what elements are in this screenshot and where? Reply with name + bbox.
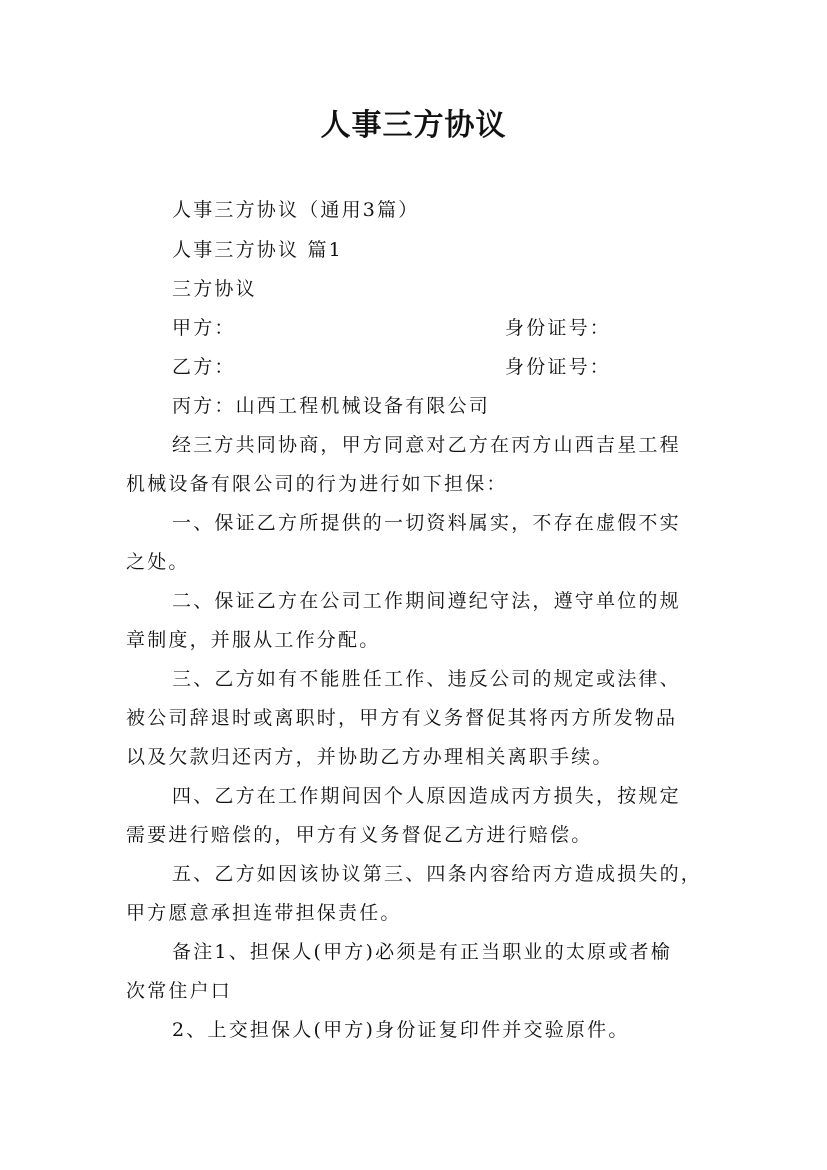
clause-2-line: 章制度，并服从工作分配。 bbox=[126, 629, 381, 651]
clause-5-line: 甲方愿意承担连带担保责任。 bbox=[126, 902, 402, 924]
clause-3-line: 被公司辞退时或离职时，甲方有义务督促其将丙方所发物品 bbox=[126, 707, 678, 729]
party-a-label: 甲方： bbox=[172, 317, 236, 339]
clause-2-line: 二、保证乙方在公司工作期间遵纪守法，遵守单位的规 bbox=[172, 590, 681, 612]
note-line: 备注1、担保人(甲方)必须是有正当职业的太原或者榆 bbox=[172, 941, 672, 963]
clause-3-line: 三、乙方如有不能胜任工作、违反公司的规定或法律、 bbox=[172, 668, 681, 690]
paragraph-line: 经三方共同协商，甲方同意对乙方在丙方山西吉星工程 bbox=[172, 434, 681, 456]
party-b-label: 乙方： bbox=[172, 356, 236, 378]
note-item-2: 2、上交担保人(甲方)身份证复印件并交验原件。 bbox=[172, 1019, 630, 1041]
clause-1-line: 一、保证乙方所提供的一切资料属实，不存在虚假不实 bbox=[172, 512, 681, 534]
clause-4-line: 需要进行赔偿的，甲方有义务督促乙方进行赔偿。 bbox=[126, 824, 593, 846]
clause-5-line: 五、乙方如因该协议第三、四条内容给丙方造成损失的， bbox=[172, 863, 703, 885]
agreement-heading: 三方协议 bbox=[172, 278, 257, 300]
note-line: 次常住户口 bbox=[126, 980, 233, 1002]
paragraph-line: 机械设备有限公司的行为进行如下担保： bbox=[126, 473, 508, 495]
clause-4-line: 四、乙方在工作期间因个人原因造成丙方损失，按规定 bbox=[172, 785, 681, 807]
section-heading: 人事三方协议 篇1 bbox=[172, 239, 343, 261]
party-b-id-label: 身份证号： bbox=[505, 356, 612, 378]
clause-3-line: 以及欠款归还丙方，并协助乙方办理相关离职手续。 bbox=[126, 746, 614, 768]
party-c-line: 丙方：山西工程机械设备有限公司 bbox=[172, 395, 491, 417]
document-title: 人事三方协议 bbox=[320, 108, 507, 143]
subtitle-line: 人事三方协议（通用3篇） bbox=[172, 199, 420, 221]
clause-1-line: 之处。 bbox=[126, 551, 190, 573]
party-a-id-label: 身份证号： bbox=[505, 317, 612, 339]
